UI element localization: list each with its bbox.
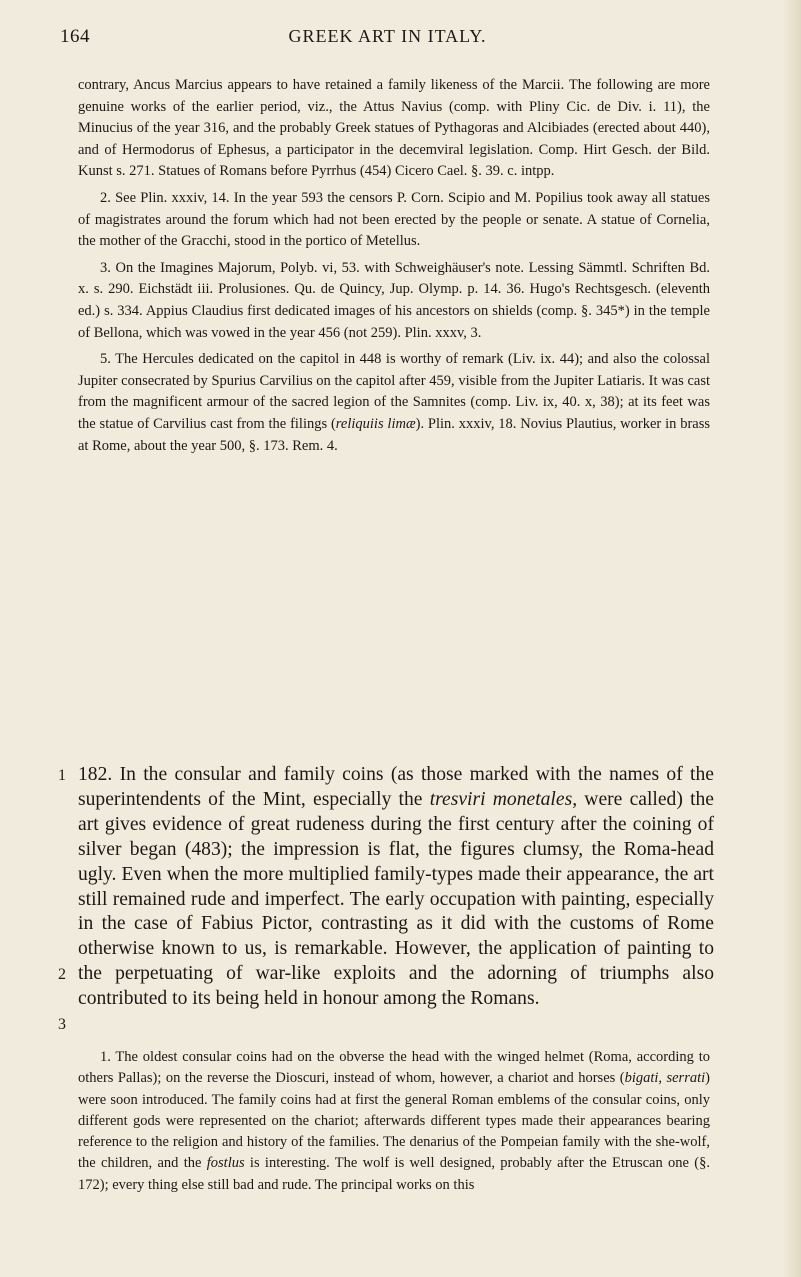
note-text: 2. See Plin. xxxiv, 14. In the year 593 the censors P. Corn. Scipio and M. Popilius took away all statues of magistrates around the forum which had not been erected by the people or senate. A statue of Cornelia, the mother of the Gracchi, stood in the portico of Metellus. bbox=[78, 189, 710, 250]
note-text: 3. On the Imagines Majorum, Polyb. vi, 53. with Schweighäuser's note. Lessing Sämmtl. Schriften Bd. x. s. 290. Eichstädt iii. Prolusiones. Qu. de Quincy, Jup. Olymp. p. 14. 36. Hugo's Rechtsgesch. (eleventh ed.) s. 334. Appius Claudius first dedicated images of his ancestors on shields (comp. §. 345*) in the temple of Bellona, which was vowed in the year 456 (not 259). Plin. xxxv, 3. bbox=[78, 259, 710, 341]
note-paragraph bbox=[78, 1047, 710, 1196]
footnotes-bottom bbox=[78, 1047, 710, 1196]
page-edge-shadow bbox=[783, 0, 801, 1277]
note-paragraph bbox=[78, 258, 710, 344]
section-182 bbox=[58, 763, 718, 1035]
main-text-part: were called) the art gives evidence of great rudeness during the first century after the coining of silver began (483); the impression is flat, the figures clumsy, the Roma-head ugly. Even when the more multiplied family-types made their appearance, the art still remained rude and imperfect. The early occupation with painting, especially in the case of Fabius Pictor, contrasting as it did with the customs of Rome otherwise known to us, is remarkable. However, the application of painting to the perpetuating of war-like exploits and the adorning of triumphs also contributed to its being held in honour among the Romans. bbox=[78, 788, 714, 1010]
footnotes-top bbox=[78, 75, 710, 462]
note-italic-term: reliquiis limæ bbox=[335, 415, 416, 432]
note-text: ) were soon introduced. The family coins had at first the general Roman emblems of the consular coins, only different gods were represented on the chariot; afterwards different types made their appearances bearing reference to the religion and history of the families. The denarius of the Pompeian family with the she-wolf, the children, and the bbox=[78, 1070, 710, 1172]
margin-reference-1: 1 bbox=[58, 767, 66, 784]
note-text: contrary, Ancus Marcius appears to have retained a family likeness of the Marcii. The following are more genuine works of the earlier period, viz., the Attus Navius (comp. with Pliny Cic. de Div. i. 11), the Minucius of the year 316, and the probably Greek statues of Pythagoras and Alcibiades (erected about 440), and of Hermodorus of Ephesus, a participator in the decemviral legislation. Comp. Hirt Gesch. der Bild. Kunst s. 271. Statues of Romans before Pyrrhus (454) Cicero Cael. §. 39. c. intpp. bbox=[78, 77, 710, 180]
main-text-part: 182. In the consular and family coins (as those marked with the names of the superintendents of the Mint, especially the bbox=[78, 764, 714, 810]
note-text: ). Plin. xxxiv, 18. Novius Plautius, worker in brass at Rome, about the year 500, §. 173. Rem. 4. bbox=[78, 415, 711, 454]
note-paragraph bbox=[78, 75, 710, 183]
note-text: 5. The Hercules dedicated on the capitol in 448 is worthy of remark (Liv. ix. 44); and also the colossal Jupiter consecrated by Spurius Carvilius on the capitol after 459, visible from the Jupiter Latiaris. It was cast from the magnificent armour of the sacred legion of the Samnites (comp. Liv. ix, 40. x, 38); at its feet was the statue of Carvilius cast from the filings ( bbox=[78, 351, 710, 432]
main-paragraph bbox=[78, 763, 714, 1012]
margin-reference-3: 3 bbox=[58, 1016, 66, 1033]
note-text: is interesting. The wolf is well designed, probably after the Etruscan one (§. 172); every thing else still bad and rude. The principal works on this bbox=[78, 1155, 711, 1193]
page-header bbox=[60, 26, 715, 52]
margin-reference-2: 2 bbox=[58, 966, 66, 983]
note-italic-term: bigati, serrati bbox=[624, 1070, 706, 1087]
note-paragraph bbox=[78, 349, 710, 457]
running-title: GREEK ART IN ITALY. bbox=[288, 26, 487, 46]
note-italic-term: fostlus bbox=[206, 1155, 245, 1172]
note-paragraph bbox=[78, 188, 710, 253]
page-number: 164 bbox=[60, 26, 90, 47]
note-text: 1. The oldest consular coins had on the obverse the head with the winged helmet (Roma, according to others Pallas); on the reverse the Dioscuri, instead of whom, however, a chariot and horses ( bbox=[78, 1049, 710, 1087]
main-italic-term: tresviri monetales, bbox=[429, 788, 578, 810]
